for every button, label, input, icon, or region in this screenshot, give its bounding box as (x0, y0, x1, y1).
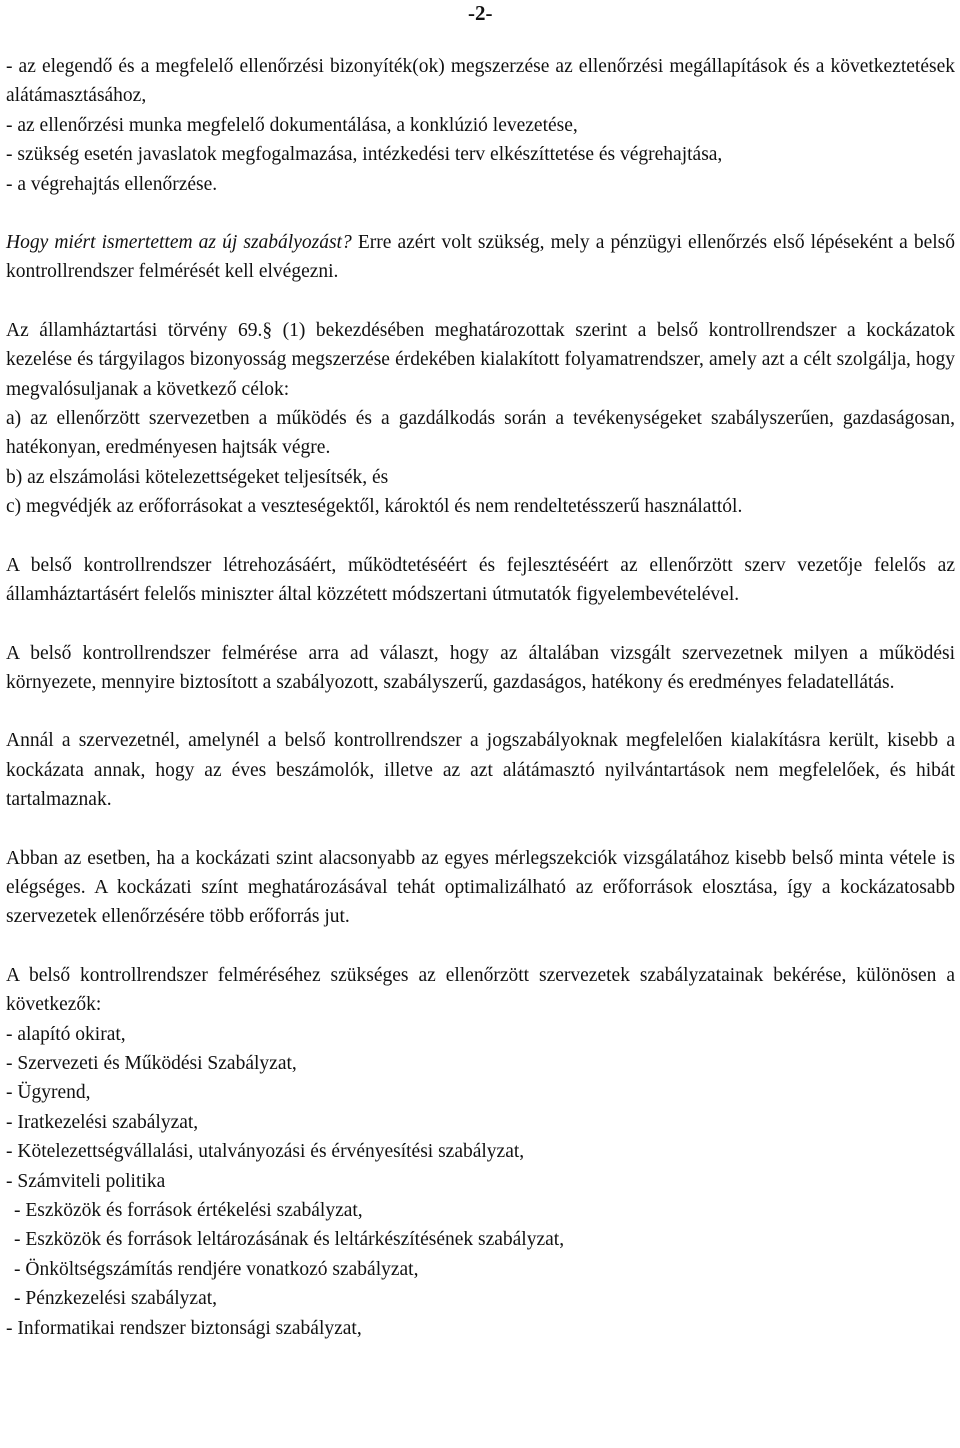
intro-list (6, 52, 955, 199)
sub-list-item: - Eszközök és források értékelési szabályzat, (14, 1200, 363, 1221)
sub-list-item: - Pénzkezelési szabályzat, (14, 1288, 218, 1310)
list-item: - Ügyrend, (6, 1082, 91, 1104)
law-paragraph-intro: Az államháztartási törvény 69.§ (1) bekezdésében meghatározottak szerint a belső kontrollrendszer a kockázatok kezelése és tárgyilagos bizonyosság megszerzése érdekében kialakított folyamatrendszer, amely azt a célt szolgálja, hogy megvalósuljanak a következő célok: (6, 319, 955, 400)
list-item: - Kötelezettségvállalási, utalványozási és érvényesítési szabályzat, (6, 1141, 525, 1163)
sample-paragraph: Abban az esetben, ha a kockázati szint alacsonyabb az egyes mérlegszekciók vizsgálatához kisebb belső minta vétele is elégséges. A kockázati színt meghatározásával tehát optimalizálható az erőforrások elosztása, így a kockázatosabb szervezetek ellenőrzésére több erőforrás jut. (6, 847, 955, 928)
list-item: - szükség esetén javaslatok megfogalmazása, intézkedési terv elkészíttetése és végrehajtása, (6, 144, 723, 166)
responsibility-paragraph: A belső kontrollrendszer létrehozásáért, működtetéséért és fejlesztéséért az ellenőrzött szerv vezetője felelős az államháztartásért felelős miniszter által közzétett módszertani útmutatók figyelembevételével. (6, 554, 955, 606)
law-item-a: a) az ellenőrzött szervezetben a működés és a gazdálkodás során a tevékenységeket szabályszerűen, gazdaságosan, hatékonyan, eredményesen hajtsák végre. (6, 408, 955, 459)
sub-list-item: - Eszközök és források leltározásának és leltárkészítésének szabályzat, (14, 1229, 565, 1251)
risk-paragraph: Annál a szervezetnél, amelynél a belső kontrollrendszer a jogszabályoknak megfelelően kialakításra került, kisebb a kockázata annak, hogy az éves beszámolók, illetve az azt alátámasztó nyilvántartások nem megfelelőek, és hibát tartalmaznak. (6, 730, 955, 811)
list-item: - Iratkezelési szabályzat, (6, 1111, 199, 1133)
sub-list-item: - Önköltségszámítás rendjére vonatkozó szabályzat, (14, 1258, 419, 1280)
list-item: - Informatikai rendszer biztonsági szabályzat, (6, 1317, 362, 1339)
question-text: Hogy miért ismertettem az új szabályozást? (6, 232, 352, 254)
list-item: - alapító okirat, (6, 1023, 126, 1045)
list-item: - az elegendő és a megfelelő ellenőrzési bizonyíték(ok) megszerzése az ellenőrzési megállapítások és a következtetések alátámasztásához, (6, 56, 955, 107)
assessment-paragraph: A belső kontrollrendszer felmérése arra ad választ, hogy az általában vizsgált szervezetnek milyen a működési környezete, mennyire biztosított a szabályozott, szabályszerű, gazdaságos, hatékony és eredményes feladatellátás. (6, 642, 955, 693)
question-paragraph (6, 228, 955, 287)
page-number: -2- (468, 1, 493, 25)
rules-list (6, 1020, 955, 1343)
law-item-b: b) az elszámolási kötelezettségeket teljesítsék, és (6, 466, 389, 488)
list-item: - Szervezeti és Működési Szabályzat, (6, 1052, 297, 1074)
law-item-c: c) megvédjék az erőforrásokat a veszteségektől, károktól és nem rendeltetésszerű használattól. (6, 496, 743, 518)
list-item: - az ellenőrzési munka megfelelő dokumentálása, a konklúzió levezetése, (6, 114, 578, 136)
document-body (6, 52, 955, 1343)
list-item: - Számviteli politika (6, 1170, 166, 1192)
list-item: - a végrehajtás ellenőrzése. (6, 173, 218, 195)
rules-paragraph-intro: A belső kontrollrendszer felméréséhez szükséges az ellenőrzött szervezetek szabályzatainak bekérése, különösen a következők: (6, 964, 955, 1016)
question-answer-text: Erre azért volt szükség, mely a pénzügyi ellenőrzés első lépéseként a belső kontrollrendszer felmérését kell elvégezni. (6, 232, 955, 283)
